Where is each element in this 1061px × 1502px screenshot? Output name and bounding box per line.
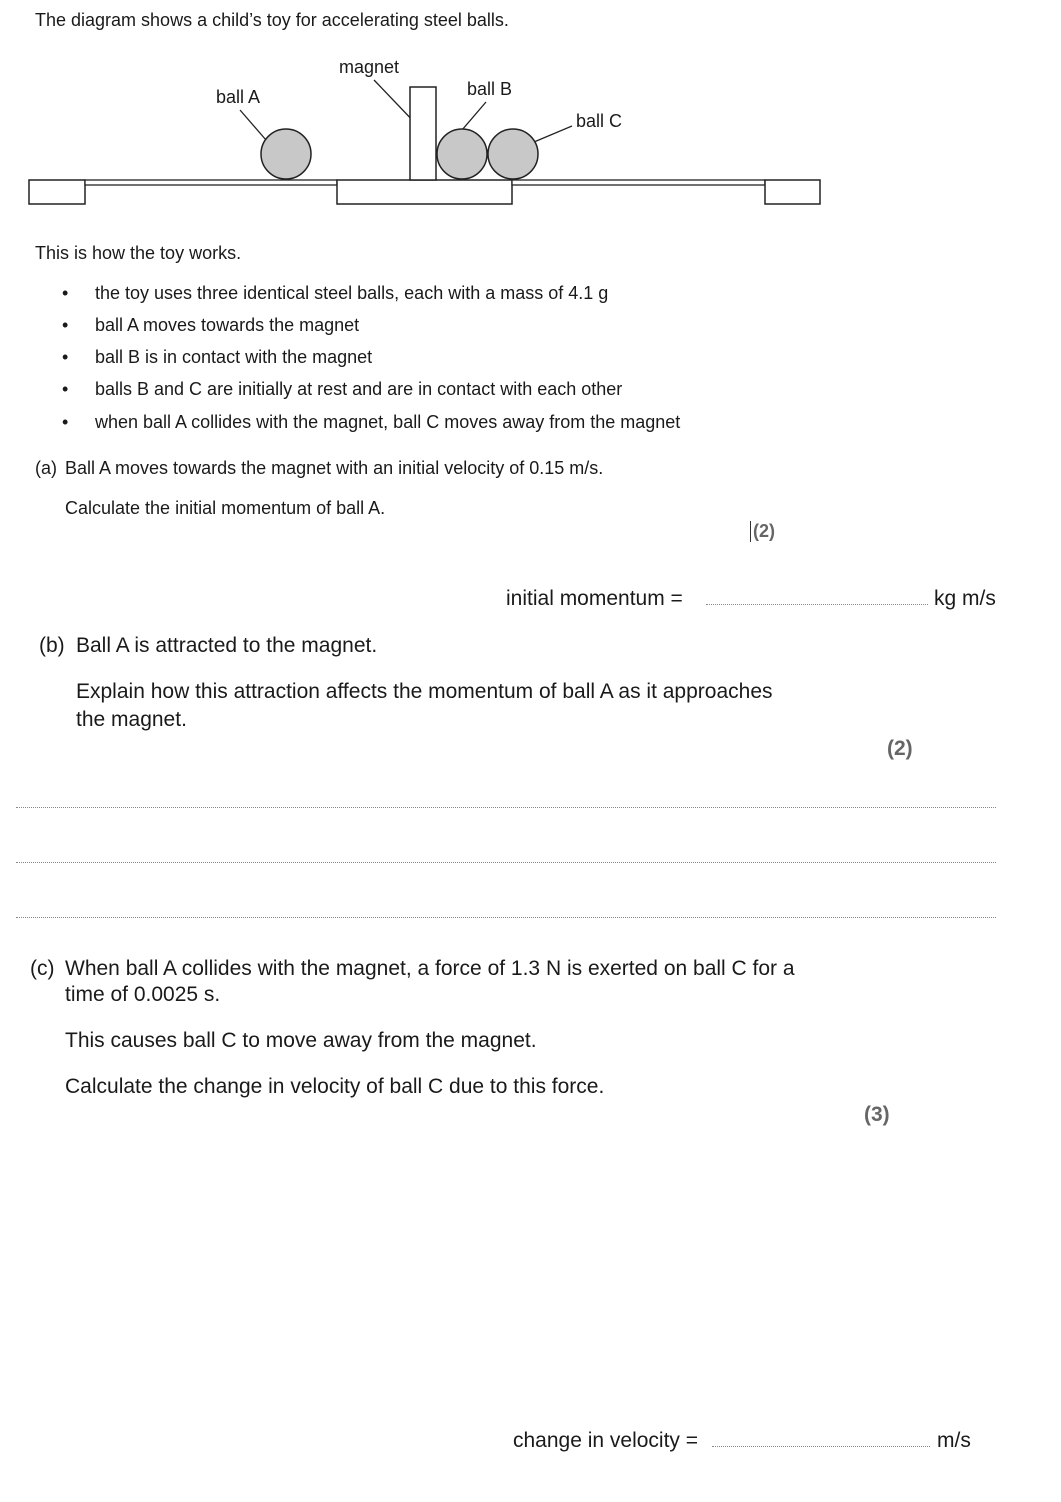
- bullet-dot: •: [62, 315, 69, 335]
- part-b-marks: (2): [887, 737, 913, 760]
- leader-ball-a: [240, 110, 266, 140]
- part-c-label: (c): [30, 957, 55, 980]
- left-rail: [85, 180, 337, 185]
- bullet-dot: •: [62, 283, 69, 303]
- right-end-block: [765, 180, 820, 204]
- part-b-answer-line-2[interactable]: [16, 862, 996, 863]
- leader-ball-b: [462, 102, 486, 130]
- label-ball-c: ball C: [576, 111, 623, 131]
- label-magnet: magnet: [339, 57, 400, 77]
- list-item: when ball A collides with the magnet, ball C moves away from the magnet: [95, 412, 681, 432]
- part-c-text-3: This causes ball C to move away from the magnet.: [65, 1029, 537, 1052]
- bullet-dot: •: [62, 412, 69, 432]
- ball-b: [437, 129, 487, 179]
- label-ball-b: ball B: [467, 79, 513, 99]
- right-rail: [512, 180, 765, 185]
- list-item: the toy uses three identical steel balls, each with a mass of 4.1 g: [95, 283, 609, 303]
- part-b-label: (b): [39, 634, 65, 657]
- part-c-unit: m/s: [937, 1429, 971, 1452]
- part-c-text-2: time of 0.0025 s.: [65, 983, 221, 1006]
- part-a-text: Ball A moves towards the magnet with an initial velocity of 0.15 m/s.: [65, 458, 604, 478]
- part-a-answer-label: initial momentum =: [506, 587, 683, 610]
- ball-c: [488, 129, 538, 179]
- part-b-answer-line-1[interactable]: [16, 807, 996, 808]
- leader-ball-c: [534, 126, 572, 142]
- part-c-answer-label: change in velocity =: [513, 1429, 699, 1452]
- part-c-text-1: When ball A collides with the magnet, a force of 1.3 N is exerted on ball C for a: [65, 957, 795, 980]
- part-b-text-2: Explain how this attraction affects the momentum of ball A as it approaches: [76, 680, 773, 703]
- part-c-instruction: Calculate the change in velocity of ball C due to this force.: [65, 1075, 605, 1098]
- intro-text: The diagram shows a child’s toy for accelerating steel balls.: [35, 10, 509, 30]
- part-a-answer-line[interactable]: [706, 604, 928, 605]
- bullet-dot: •: [62, 347, 69, 367]
- bullet-dot: •: [62, 379, 69, 399]
- part-a-instruction: Calculate the initial momentum of ball A.: [65, 498, 386, 518]
- part-c-marks: (3): [864, 1103, 890, 1126]
- list-item: ball B is in contact with the magnet: [95, 347, 373, 367]
- part-a-marks: (2): [750, 521, 775, 542]
- center-base-block: [337, 180, 512, 204]
- part-a-label: (a): [35, 458, 57, 478]
- part-b-answer-line-3[interactable]: [16, 917, 996, 918]
- toy-diagram: [0, 40, 1061, 270]
- part-c-answer-line[interactable]: [712, 1446, 930, 1447]
- magnet: [410, 87, 436, 180]
- part-a-unit: kg m/s: [934, 587, 996, 610]
- list-item: balls B and C are initially at rest and are in contact with each other: [95, 379, 623, 399]
- ball-a: [261, 129, 311, 179]
- part-b-text-1: Ball A is attracted to the magnet.: [76, 634, 378, 657]
- part-b-text-3: the magnet.: [76, 708, 187, 731]
- list-item: ball A moves towards the magnet: [95, 315, 360, 335]
- label-ball-a: ball A: [216, 87, 261, 107]
- how-it-works-text: This is how the toy works.: [35, 243, 242, 263]
- left-end-block: [29, 180, 85, 204]
